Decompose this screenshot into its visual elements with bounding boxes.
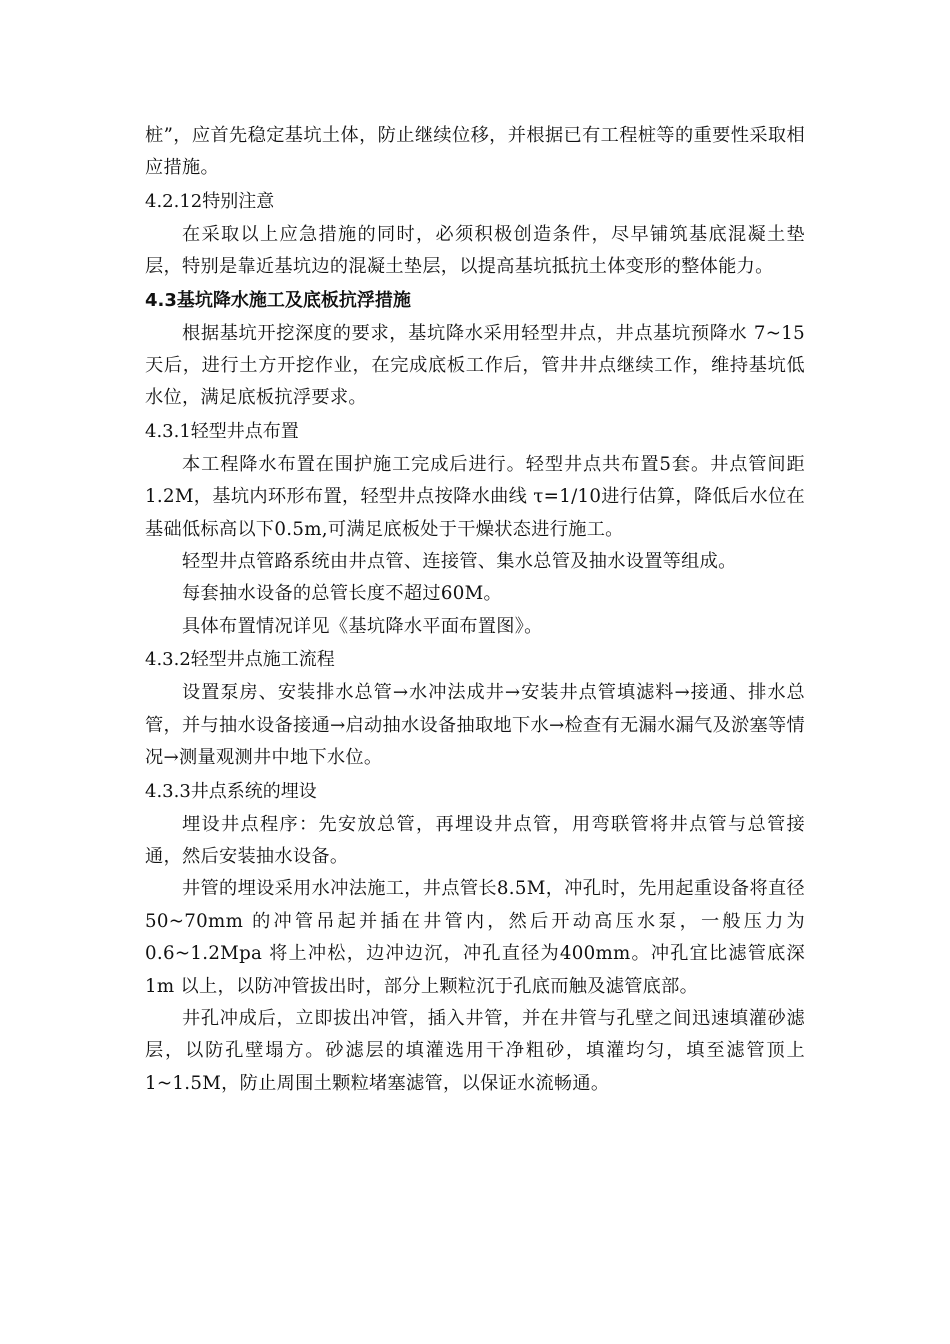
paragraph: 具体布置情况详见《基坑降水平面布置图》。 (182, 615, 543, 637)
paragraph: 本工程降水布置在围护施工完成后进行。轻型井点共布置5套。井点管间距1.2M，基坑内环形布置，轻型井点按降水曲线 τ=1/10进行估算，降低后水位在基础低标高以下0.5m,可满足底板处于干燥状态进行施工。 (145, 453, 805, 540)
paragraph: 埋设井点程序：先安放总管，再埋设井点管，用弯联管将井点管与总管接通，然后安装抽水设备。 (145, 813, 805, 867)
paragraph: 井孔冲成后，立即拔出冲管，插入井管，并在井管与孔壁之间迅速填灌砂滤层，以防孔壁塌方。砂滤层的填灌选用干净粗砂，填灌均匀，填至滤管顶上1~1.5M，防止周围土颗粒堵塞滤管，以保证水流畅通。 (145, 1007, 805, 1094)
paragraph: 每套抽水设备的总管长度不超过60M。 (182, 583, 502, 605)
paragraph-continued: 桩”，应首先稳定基坑土体，防止继续位移，并根据已有工程桩等的重要性采取相应措施。 (145, 125, 805, 179)
section-heading-4-3-3: 4.3.3井点系统的埋设 (145, 780, 317, 802)
paragraph: 根据基坑开挖深度的要求，基坑降水采用轻型井点，井点基坑预降水 7~15 天后，进行土方开挖作业，在完成底板工作后，管井井点继续工作，维持基坑低水位，满足底板抗浮要求。 (145, 322, 805, 409)
paragraph: 井管的埋设采用水冲法施工，井点管长8.5M，冲孔时，先用起重设备将直径 50~70mm 的冲管吊起并插在井管内，然后开动高压水泵，一般压力为0.6~1.2Mpa 将上冲松，边冲边沉，冲孔直径为400mm。冲孔宜比滤管底深 1m 以上，以防冲管拔出时，部分上颗粒沉于孔底而触及滤管底部。 (145, 878, 805, 997)
section-heading-4-3-2: 4.3.2轻型井点施工流程 (145, 649, 335, 671)
paragraph: 设置泵房、安装排水总管→水冲法成井→安装井点管填滤料→接通、排水总管，并与抽水设备接通→启动抽水设备抽取地下水→检查有无漏水漏气及淤塞等情况→测量观测井中地下水位。 (145, 682, 805, 769)
paragraph: 轻型井点管路系统由井点管、连接管、集水总管及抽水设置等组成。 (182, 551, 737, 573)
section-heading-4-3: 4.3基坑降水施工及底板抗浮措施 (145, 289, 411, 311)
section-heading-4-2-12: 4.2.12特别注意 (145, 190, 275, 212)
section-heading-4-3-1: 4.3.1轻型井点布置 (145, 420, 299, 442)
document-body (145, 120, 805, 1100)
paragraph: 在采取以上应急措施的同时，必须积极创造条件，尽早铺筑基底混凝土垫层，特别是靠近基坑边的混凝土垫层，以提高基坑抵抗土体变形的整体能力。 (145, 223, 805, 278)
